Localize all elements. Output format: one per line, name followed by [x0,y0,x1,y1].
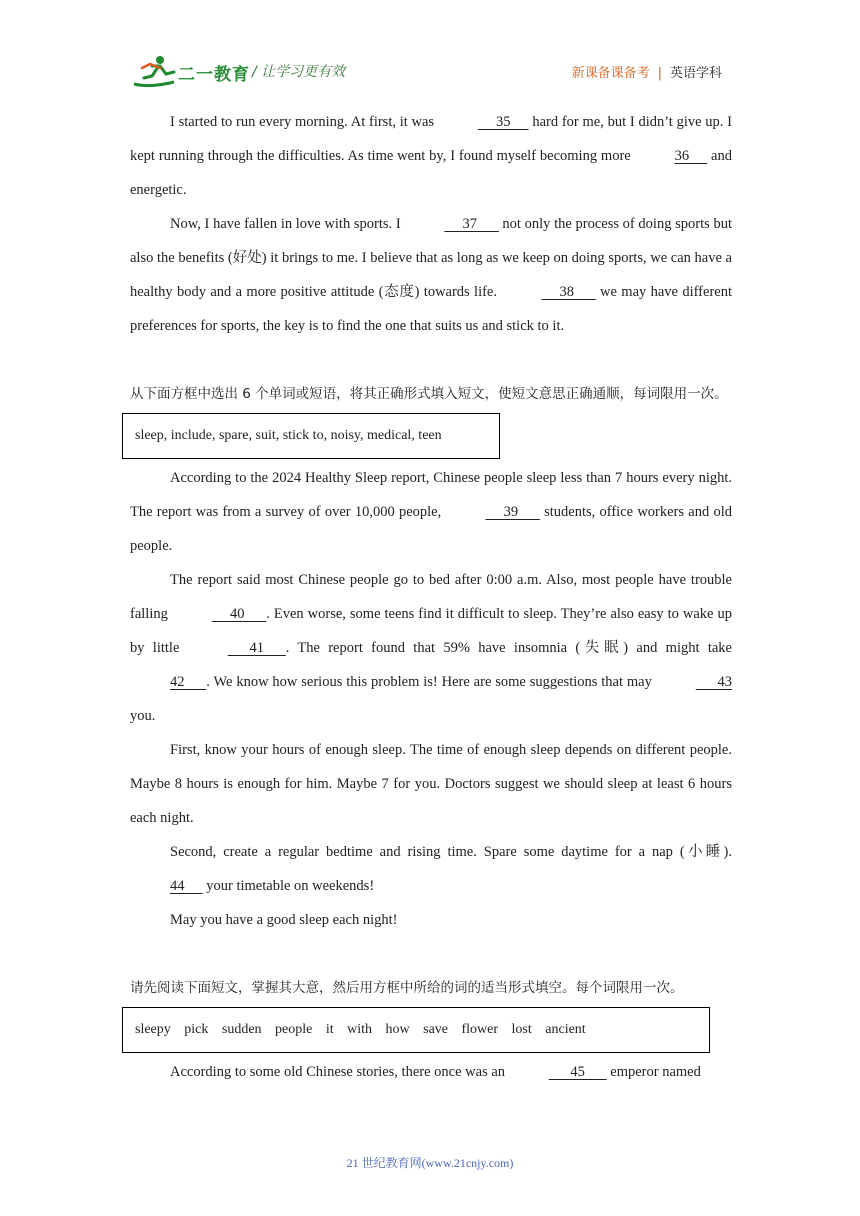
paragraph: According to some old Chinese stories, there once was an 45 emperor named [130,1055,732,1089]
section-instruction: 请先阅读下面短文，掌握其大意，然后用方框中所给的词的适当形式填空。每个词限用一次。 [130,980,684,996]
blank-40[interactable]: 40 [211,606,267,622]
blank-39[interactable]: 39 [485,504,540,520]
paragraph: Second, create a regular bedtime and rising time. Spare some daytime for a nap (小睡). 44 your timetable on weekends! [130,835,732,903]
paragraph: May you have a good sleep each night! [170,912,398,928]
paragraph: According to the 2024 Healthy Sleep report, Chinese people sleep less than 7 hours every night. The report was from a survey of over 10,000 people, 39 students, office workers and old people. [130,470,732,554]
paragraph: The report said most Chinese people go to bed after 0:00 a.m. Also, most people have trouble falling 40 . Even worse, some teens find it difficult to sleep. They’re also easy to wake up by little 41 . The report found that 59% have insomnia (失眠) and might take 42 . We know how serious this problem is! Here are some suggestions that may 43 you. [130,572,732,724]
slogan: / 让学习更有效 [252,64,346,80]
word-box: sleep, include, spare, suit, stick to, noisy, medical, teen [122,413,500,459]
paragraph: First, know your hours of enough sleep. The time of enough sleep depends on different people. Maybe 8 hours is enough for him. Maybe 7 for you. Doctors suggest we should sleep at least 6 hours each night. [130,742,732,826]
blank-38[interactable]: 38 [541,284,596,300]
logo-text: 二一教育 [178,65,250,85]
document-body [130,105,732,1089]
blank-45[interactable]: 45 [548,1064,607,1080]
header-separator: | [657,66,662,81]
header-right [572,62,722,81]
header-course: 新课备课备考 [571,66,650,81]
blank-37[interactable]: 37 [444,216,499,232]
page-footer: 21 世纪教育网(www.21cnjy.com) [346,1156,514,1170]
word-box: sleepy pick sudden people it with how save flower lost ancient [122,1007,710,1053]
blank-42[interactable]: 42 [170,674,207,690]
blank-43[interactable]: 43 [695,674,732,690]
blank-36[interactable]: 36 [674,148,708,164]
header-subject: 英语学科 [669,66,722,81]
paragraph: Now, I have fallen in love with sports. I 37 not only the process of doing sports but also the benefits (好处) it brings to me. I believe that as long as we keep on doing sports, we can have a healthy body and a more positive attitude (态度) towards life. 38 we may have different preferences for sports, the key is to find the one that suits us and stick to it. [130,207,732,343]
blank-35[interactable]: 35 [477,114,529,130]
paragraph: I started to run every morning. At first, it was 35 hard for me, but I didn’t give up. I kept running through the difficulties. As time went by, I found myself becoming more 36 and energetic. [130,105,732,207]
blank-41[interactable]: 41 [227,640,286,656]
blank-44[interactable]: 44 [170,878,203,894]
section-instruction: 从下面方框中选出 6 个单词或短语，将其正确形式填入短文，使短文意思正确通顺，每词限用一次。 [130,386,728,402]
page-header [0,0,860,100]
